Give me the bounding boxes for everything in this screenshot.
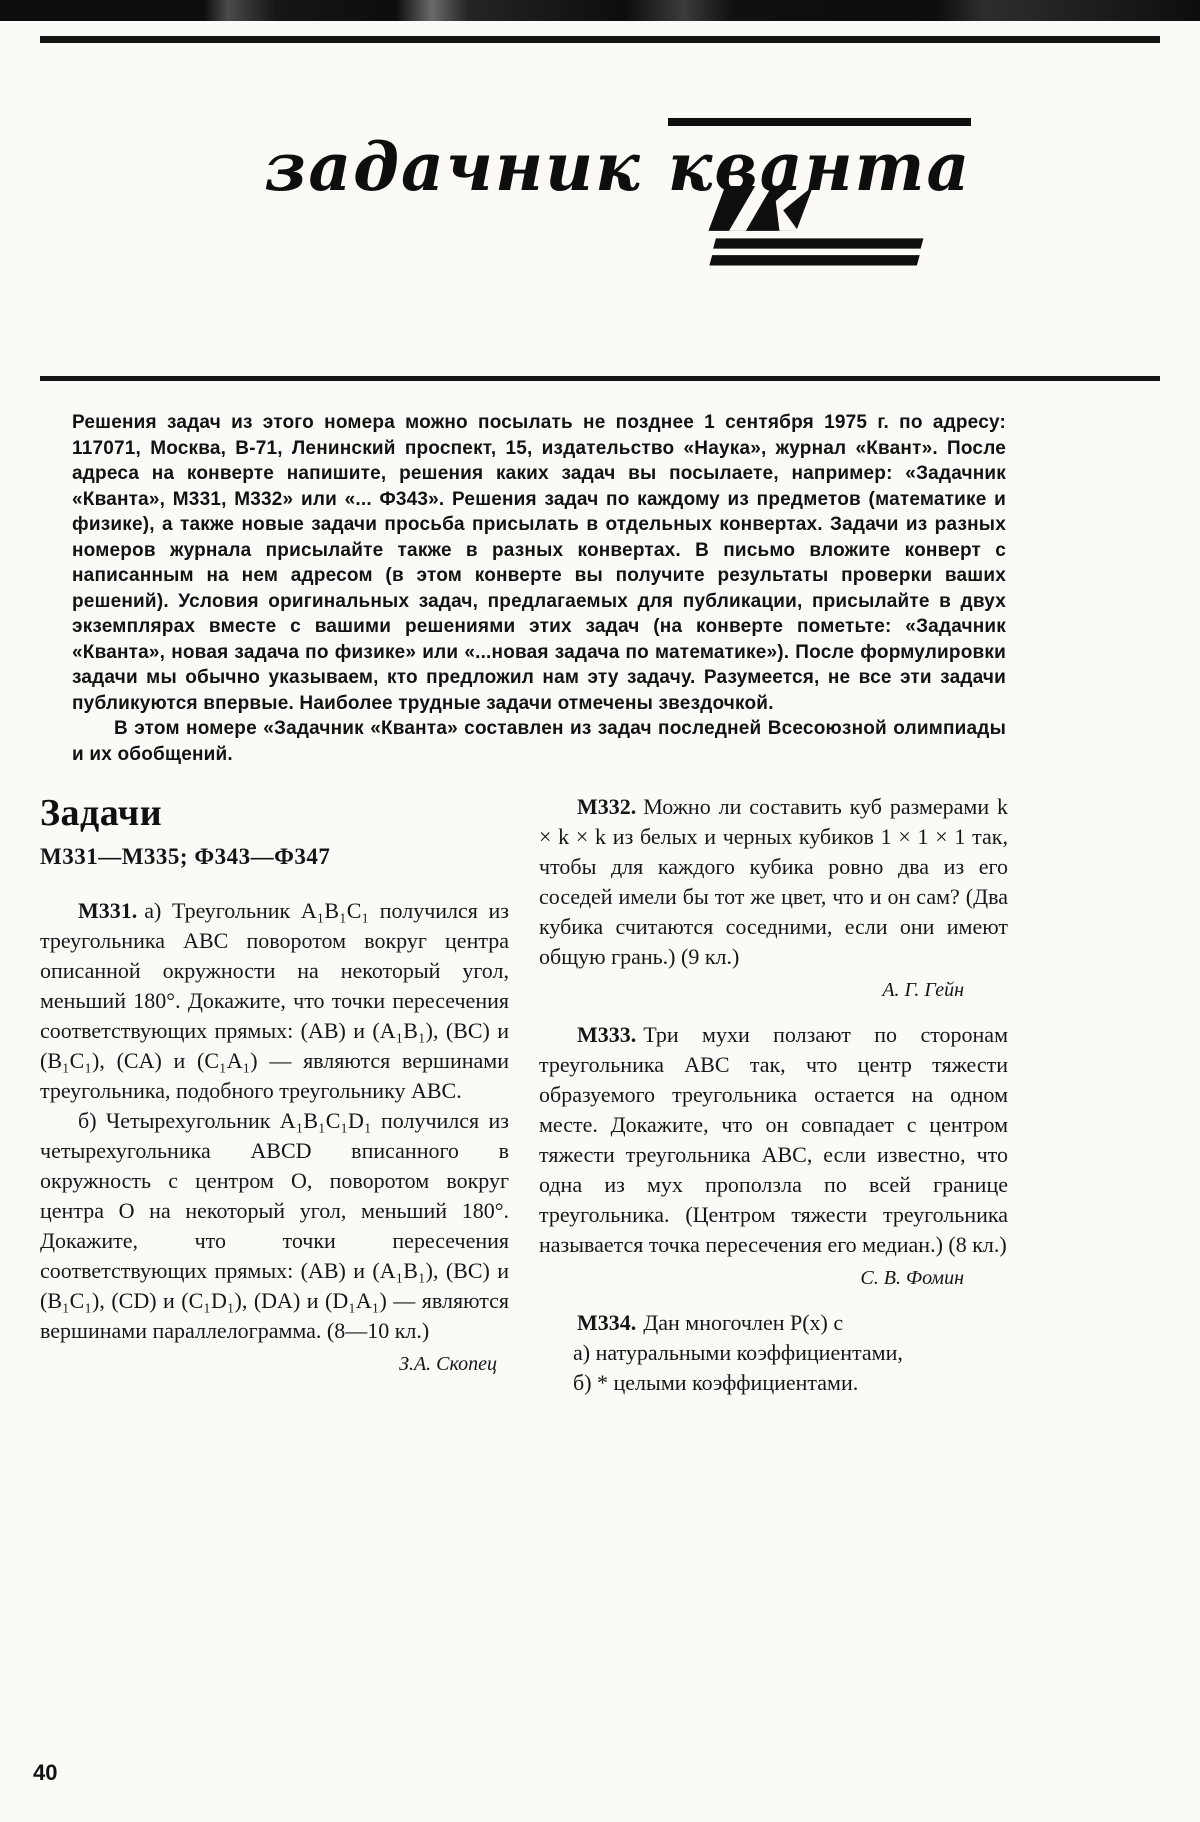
problem-number-m333: М333. [577,1022,637,1047]
masthead-logo-word: кванта [668,118,972,206]
left-column [40,792,509,1394]
problem-text-m331-a: а) Треугольник A₁B₁C₁ получился из треугольника ABC поворотом вокруг центра описанной окружности на некоторый угол, меньший 180°. Докажите, что точки пересечения соответствующих прямых: (AB) и (A₁B₁), (BC) и (B₁C₁), (CA) и (C₁A₁) — являются вершинами треугольника, подобного треугольнику ABC. [40,898,509,1103]
problem-m331-part-b: б) Четырехугольник A₁B₁C₁D₁ получился из четырехугольника ABCD вписанного в окружность с центром O, поворотом вокруг центра O на некоторый угол, меньший 180°. Докажите, что точки пересечения соответствующих прямых: (AB) и (A₁B₁), (BC) и (B₁C₁), (CD) и (C₁D₁), (DA) и (D₁A₁) — являются вершинами параллелограмма. (8—10 кл.) [40,1108,509,1343]
problem-m333 [539,1020,1008,1260]
problem-text-m334: Дан многочлен P(x) с [643,1310,844,1335]
masthead [0,128,1200,206]
top-rule [40,36,1160,43]
author-m331: З.А. Скопец [399,1353,497,1375]
problem-number-m331: М331. [78,898,138,923]
problem-m331-part-a [40,896,509,1106]
section-heading: Задачи [40,792,163,834]
author-m333: С. В. Фомин [860,1267,964,1289]
problem-range: М331—М335; Ф343—Ф347 [40,844,331,869]
problem-m332 [539,792,1008,972]
problem-m334-item-b: б) * целыми коэффициентами. [573,1370,859,1395]
scan-artifact-top [0,0,1200,21]
problem-text-m332: Можно ли составить куб размерами k × k × k из белых и черных кубиков 1 × 1 × 1 так, чтобы для каждого кубика ровно два из его соседей имели бы тот же цвет, что и он сам? (Два кубика считаются соседними, если они имеют общую грань.) (9 кл.) [539,794,1008,969]
page-number: 40 [33,1760,58,1785]
problem-m334-item-a: а) натуральными коэффициентами, [573,1340,903,1365]
problem-text-m333: Три мухи ползают по сторонам треугольника ABC так, что центр тяжести образуемого треугольника остается на одном месте. Докажите, что он совпадает с центром тяжести треугольника ABC, если известно, что одна из мух проползла по всей границе треугольника. (Центром тяжести треугольника называется точка пересечения его медиан.) (8 кл.) [539,1022,1008,1257]
problem-number-m334: М334. [577,1310,637,1335]
problems-columns [40,792,1008,1398]
author-m332: А. Г. Гейн [882,979,964,1001]
intro-note-paragraph: В этом номере «Задачник «Кванта» составлен из задач последней Всесоюзной олимпиады и их обобщений. [72,718,1006,765]
intro-paragraph: Решения задач из этого номера можно посылать не позднее 1 сентября 1975 г. по адресу: 117071, Москва, В-71, Ленинский проспект, 15, издательство «Наука», журнал «Квант». После адреса на конверте напишите, решения каких задач вы посылаете, например: «Задачник «Кванта», М331, М332» или «... Ф343». Решения задач по каждому из предметов (математике и физике), а также новые задачи просьба присылать в отдельных конвертах. Задачи из разных номеров журнала присылайте также в разных конвертах. В письмо вложите конверт с написанным на нем адресом (в этом конверте вы получите результаты проверки ваших решений). Условия оригинальных задач, предлагаемых для публикации, присылайте в двух экземплярах вместе с вашими решениями этих задач (на конверте пометьте: «Задачник «Кванта», новая задача по физике» или «...новая задача по математике»). После формулировки задачи мы обычно указываем, кто предложил нам эту задачу. Разумеется, не все эти задачи публикуются впервые. Наиболее трудные задачи отмечены звездочкой. [72,412,1006,714]
right-column [539,792,1008,1398]
problem-m334 [539,1308,1008,1338]
submission-instructions [72,410,1006,767]
kvant-logo [667,128,972,206]
masthead-title-word: задачник [264,128,642,206]
problem-number-m332: М332. [577,794,637,819]
section-divider-rule [40,376,1160,381]
